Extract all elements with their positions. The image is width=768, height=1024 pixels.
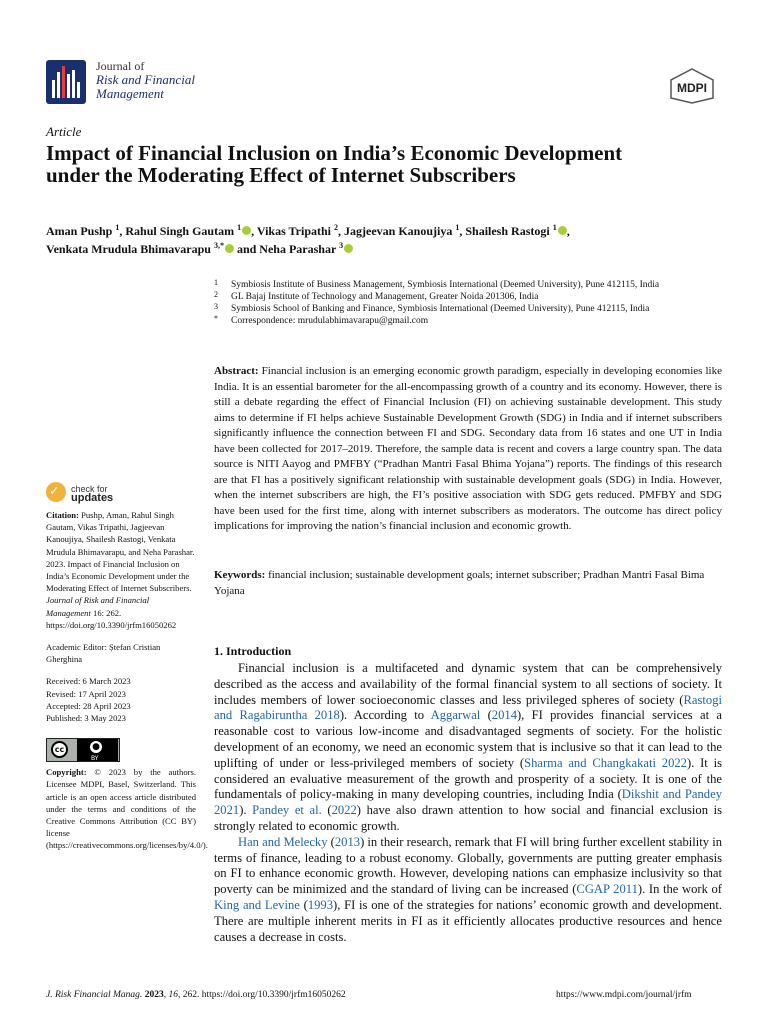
citation — [46, 509, 196, 631]
author-name: Rahul Singh Gautam — [125, 224, 238, 238]
citation-link[interactable]: 2013 — [334, 834, 361, 849]
affiliation-mark: * — [214, 314, 218, 323]
author-name: Jagjeevan Kanoujiya — [344, 224, 456, 238]
academic-editor-name: Ștefan Cristian Gherghina — [46, 642, 161, 665]
citation-link[interactable]: Han and Melecky — [238, 834, 328, 849]
affiliation-mark: 3 — [214, 302, 218, 311]
orcid-icon[interactable] — [242, 226, 251, 235]
paragraph-text: Financial inclusion is a multifaceted and dynamic system that can be comprehensively described as the access and availability of the formal financial system to all sections of society. It includes members of lower socioeconomic classes and less privileged spheres of society ( — [214, 661, 722, 707]
received-date: Received: 6 March 2023 — [46, 676, 131, 687]
citation-link[interactable]: Dikshit and Pandey 2021 — [214, 787, 722, 818]
check-updates-line1: check for — [71, 484, 108, 494]
citation-link[interactable]: King and Levine — [214, 897, 300, 912]
author-name: Vikas Tripathi — [256, 224, 334, 238]
copyright-text: © 2023 by the authors. Licensee MDPI, Basel, Switzerland. This article is an open access article distributed under the terms and conditions of the Creative Commons Attribution (CC BY) license (https://creativecommons.org/licenses/by/4.0/). — [46, 767, 208, 851]
check-updates-line2: updates — [71, 492, 114, 504]
keywords — [214, 568, 722, 599]
author-affiliation-mark: 1 — [237, 223, 242, 232]
author-separator: , — [251, 224, 257, 238]
footer-doi: , 262. https://doi.org/10.3390/jrfm16050262 — [177, 990, 346, 1000]
paragraph-text: ( — [299, 897, 308, 912]
introduction-body — [214, 661, 722, 945]
affiliation-item — [214, 315, 728, 327]
check-for-updates-button[interactable] — [46, 482, 146, 504]
citation-link[interactable]: 2022 — [331, 803, 357, 818]
paragraph-text: ). It is considered an evaluative measurement of the growth and prosperity of a society. It is one of the fundamentals of policy-making in many developing countries, including India ( — [214, 755, 722, 802]
journal-name-line3: Management — [96, 86, 164, 101]
keywords-text: financial inclusion; sustainable development goals; internet subscriber; Pradhan Mantri Fasal Bima Yojana — [214, 569, 705, 597]
footer-citation: J. Risk Financial Manag. 2023, 16, 262. https://doi.org/10.3390/jrfm16050262 — [46, 990, 346, 1000]
author-affiliation-mark: 1 — [552, 223, 557, 232]
footer-journal: J. Risk Financial Manag. — [46, 990, 143, 1000]
author-separator: , — [119, 224, 126, 238]
academic-editor-label: Academic Editor: — [46, 642, 107, 653]
affiliation-item — [214, 279, 728, 291]
introduction-heading: 1. Introduction — [214, 644, 292, 658]
affiliation-mark: 2 — [214, 290, 218, 299]
article-title: Impact of Financial Inclusion on India’s Economic Development under the Moderating Effect of Internet Subscribers — [46, 141, 623, 187]
footer-year: 2023 — [144, 990, 164, 1000]
orcid-icon[interactable] — [225, 244, 234, 253]
citation-link[interactable]: 2014 — [491, 708, 517, 723]
orcid-icon[interactable] — [558, 226, 567, 235]
abstract — [214, 364, 722, 535]
citation-link[interactable]: Rastogi and Ragabiruntha 2018 — [214, 692, 722, 723]
affiliation-text: GL Bajaj Institute of Technology and Management, Greater Noida 201306, India — [231, 292, 539, 302]
author-name: Venkata Mrudula Bhimavarapu — [46, 242, 214, 256]
affiliation-mark: 1 — [214, 278, 218, 287]
keywords-label: Keywords: — [214, 569, 266, 581]
abstract-text: Financial inclusion is an emerging economic growth paradigm, especially in developing economies like India. It is an essential barometer for the all-encompassing growth of a country and its economy. However, there is still a debate regarding the effect of Financial Inclusion (FI) on achieving sustainable development. This study aims to determine if FI helps achieve Sustainable Development Growth (SDG) in India and if internet subscribers significantly influence the connection between FI and SDG. Secondary data from 16 states and one UT in India have been collected for 2017–2019. Therefore, the sample data is recent and covers a large country span. The data source is NITI Aayog and PMFBY (“Pradhan Mantri Fasal Bhima Yojana”) reports. The findings of this research are that FI has a positively significant relationship with sustainable development goals (SDG) in India. However, when the internet subscribers are high, the FI’s positive association with SDG gets reduced. PMFBY and SDG have been used for the first time, along with internet subscribers as moderators. The outcome has direct policy implications for improving the nation’s financial inclusion and economic growth. — [214, 365, 722, 532]
paragraph-text: ). In the work of — [637, 882, 722, 897]
copyright — [46, 766, 208, 851]
introduction-paragraph-2 — [214, 835, 722, 946]
mdpi-logo — [666, 68, 718, 104]
citation-link[interactable]: Aggarwal — [430, 708, 481, 723]
by-icon: ● BY — [77, 739, 118, 761]
affiliation-text: Symbiosis Institute of Business Management, Symbiosis International (Deemed University), Pune 412115, India — [231, 280, 660, 290]
citation-link[interactable]: Sharma and Changkakati 2022 — [524, 755, 687, 770]
citation-text: Pushp, Aman, Rahul Singh Gautam, Vikas Tripathi, Jagjeevan Kanoujiya, Shailesh Rastogi, Venkata Mrudula Bhimavarapu, and Neha Parashar. 2023. Impact of Financial Inclusion on India’s Economic Development under the Moderating Effect of Internet Subscribers. — [46, 510, 195, 594]
affiliation-item — [214, 303, 728, 315]
author-separator: , — [338, 224, 344, 238]
author-name: Neha Parashar — [259, 242, 340, 256]
paragraph-text: ( — [321, 803, 332, 818]
paragraph-text: ( — [327, 834, 335, 849]
author-separator: , — [459, 224, 466, 238]
affiliation-text: Correspondence: mrudulabhimavarapu@gmail.com — [231, 316, 429, 326]
author-affiliation-mark: 3,* — [213, 241, 224, 250]
affiliations — [214, 279, 728, 327]
check-updates-icon: ✓ — [46, 482, 66, 502]
paragraph-text: ) have also drawn attention to how social and financial exclusion is strongly related to economic growth. — [214, 803, 723, 833]
citation-journal: Journal of Risk and Financial Management — [46, 595, 150, 618]
author-affiliation-mark: 1 — [455, 223, 460, 232]
affiliation-item — [214, 291, 728, 303]
paragraph-text: ( — [480, 708, 492, 723]
author-list — [46, 222, 726, 258]
journal-logo — [46, 60, 86, 104]
published-date: Published: 3 May 2023 — [46, 713, 126, 724]
accepted-date: Accepted: 28 April 2023 — [46, 700, 131, 711]
citation-link[interactable]: CGAP 2011 — [576, 882, 638, 897]
orcid-icon[interactable] — [344, 244, 353, 253]
by-label: BY — [91, 755, 99, 763]
paragraph-text: ) in their research, remark that FI will bring further excellent stability in terms of finance, leading to a robust economy. Globally, governments are putting greater emphasis on FI to enhance economic growth. However, developing nations can emphasize inclusivity so that poverty can be minimized and the standard of living can be increased ( — [214, 834, 723, 897]
citation-link[interactable]: Pandey et al. — [252, 803, 322, 818]
citation-link[interactable]: 1993 — [307, 897, 333, 912]
mdpi-logo-text: MDPI — [677, 81, 707, 95]
author-affiliation-mark: 3 — [339, 241, 344, 250]
affiliation-text: Symbiosis School of Banking and Finance, Symbiosis International (Deemed University), Pune 412115, India — [231, 304, 650, 314]
paragraph-text: ), FI is one of the strategies for nations’ economic growth and development. There are multiple inherent merits in FI as it efficiently allocates productive resources and hence causes a decrease in costs. — [214, 897, 722, 944]
author-affiliation-mark: 2 — [334, 223, 338, 232]
footer-journal-link[interactable]: https://www.mdpi.com/journal/jrfm — [556, 990, 692, 1000]
revised-date: Revised: 17 April 2023 — [46, 688, 126, 699]
copyright-label: Copyright: — [46, 767, 87, 778]
author-affiliation-mark: 1 — [115, 223, 120, 232]
cc-by-license-badge[interactable] — [46, 738, 120, 762]
article-sidebar — [46, 509, 208, 852]
author-name: Aman Pushp — [46, 224, 116, 238]
citation-label: Citation: — [46, 510, 79, 520]
academic-editor — [46, 641, 196, 665]
paragraph-text: ). — [239, 803, 253, 818]
journal-name — [96, 59, 195, 101]
paragraph-text: ), FI provides financial services at a reasonable cost to various low-income and disadvantaged segments of society. For the holistic development of an economy, we need an economic system that is inclusive so that it can lead to the uplifting of under or less-privileged members of society ( — [214, 708, 722, 770]
journal-name-line1: Journal of — [96, 59, 145, 73]
footer-volume: 16 — [168, 990, 178, 1000]
journal-name-line2: Risk and Financial — [96, 72, 195, 87]
abstract-label: Abstract: — [214, 365, 259, 377]
introduction-paragraph-1 — [214, 661, 722, 835]
cc-icon: cc — [51, 741, 68, 758]
paragraph-text: ). According to — [339, 708, 431, 723]
author-separator: , — [566, 224, 570, 238]
article-type: Article — [46, 124, 82, 139]
author-name: Shailesh Rastogi — [465, 224, 553, 238]
citation-volume-doi: 16: 262. https://doi.org/10.3390/jrfm16050262 — [46, 607, 177, 630]
author-separator: and — [233, 242, 260, 256]
